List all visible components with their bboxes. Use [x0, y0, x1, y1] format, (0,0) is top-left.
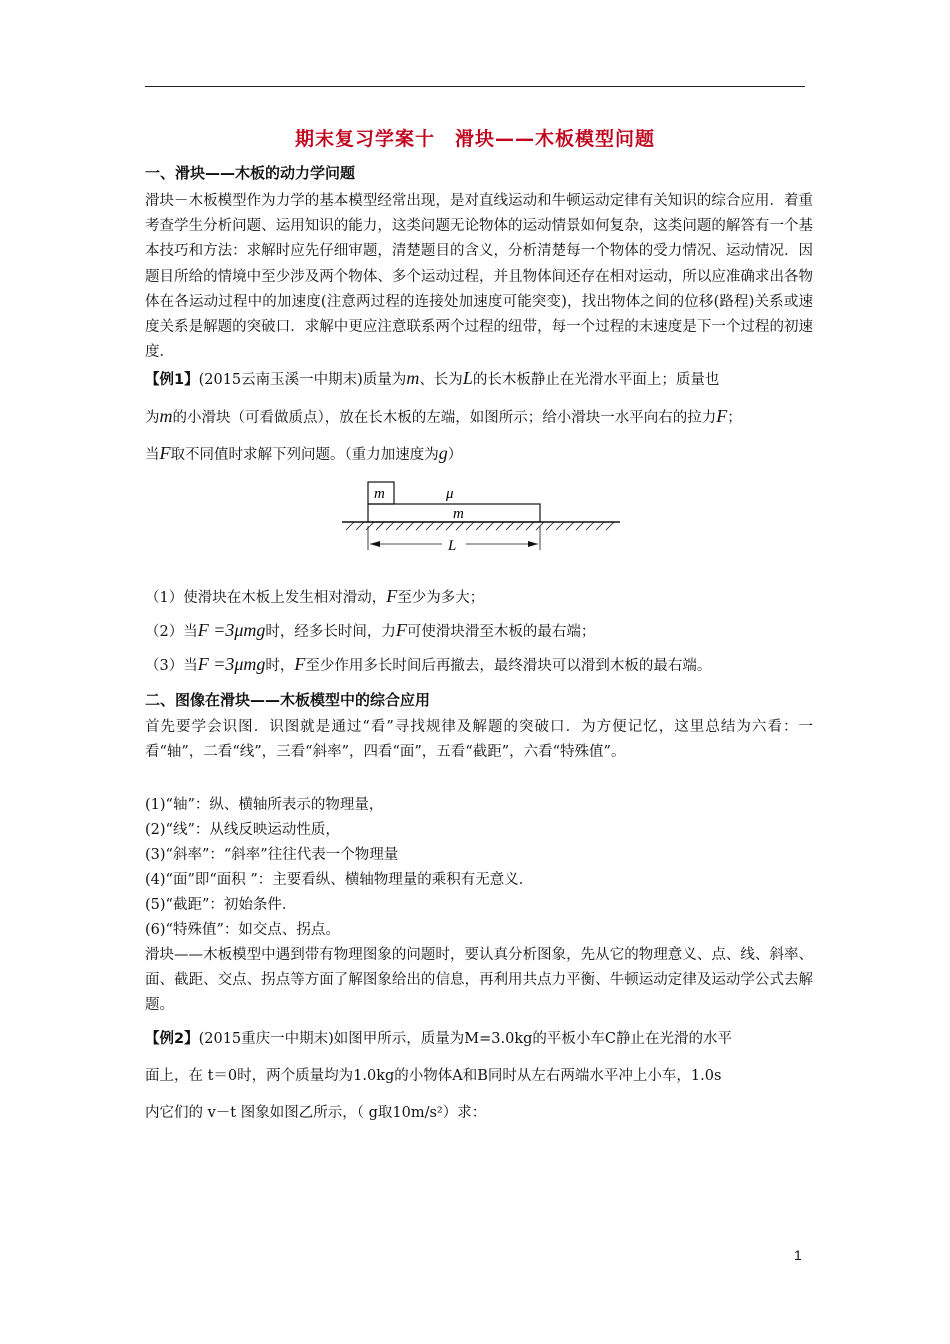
- var-L: L: [462, 368, 473, 388]
- question2: [145, 620, 595, 641]
- question1-text: （1）使滑块在木板上发生相对滑动，: [145, 590, 387, 606]
- equation-F-3mumg: F =3μmg: [197, 654, 266, 674]
- example2-text: (2015重庆一中期末)如图甲所示，质量为M=3.0kg的平板小车C静止在光滑的水平: [198, 1031, 733, 1047]
- example1-label: 【例1】: [145, 372, 199, 388]
- wooden-board-label: m: [453, 506, 464, 522]
- example1-text: ；: [727, 410, 742, 426]
- list-item: (1)“轴”：纵、横轴所表示的物理量，: [145, 797, 384, 813]
- page-number: 1: [794, 1247, 802, 1263]
- var-g: g: [438, 443, 448, 463]
- example1-text: 为: [145, 410, 160, 426]
- length-label: L: [448, 538, 457, 554]
- var-F: F: [395, 620, 407, 640]
- page-title: 期末复习学案十 滑块——木板模型问题: [294, 128, 655, 150]
- question1: [145, 586, 484, 607]
- example1-line1: [145, 368, 719, 389]
- var-F: F: [159, 443, 171, 463]
- section2-paragraph2: 滑块——木板模型中遇到带有物理图象的问题时，要认真分析图象，先从它的物理意义、点、线、斜率、面、截距、交点、拐点等方面了解图象给出的信息，再利用共点力平衡、牛顿运动定律及运动学公式去解题。: [145, 947, 813, 1014]
- section1-heading: 一、滑块——木板的动力学问题: [145, 164, 356, 182]
- list-item: (2)“线”：从线反映运动性质，: [145, 822, 340, 838]
- list-item: (3)“斜率”：“斜率”往往代表一个物理量: [145, 847, 399, 863]
- equation-F-3mumg: F =3μmg: [197, 620, 266, 640]
- example2-line1: [145, 1027, 732, 1048]
- section2-paragraph: 首先要学会识图．识图就是通过“看”寻找规律及解题的突破口．为方便记忆，这里总结为六看：一看“轴”，二看“线”，三看“斜率”，四看“面”，五看“截距”，六看“特殊值”。: [145, 719, 813, 761]
- example2-label: 【例2】: [145, 1031, 199, 1047]
- section2-heading: 二、图像在滑块——木板模型中的综合应用: [145, 691, 431, 709]
- list-item: (6)“特殊值”：如交点、拐点。: [145, 922, 340, 938]
- example1-text: ）: [447, 447, 463, 463]
- block-board-figure: [336, 476, 626, 556]
- example1-text: 当: [145, 447, 160, 463]
- ground-hatching: [346, 522, 614, 530]
- example2-line3: 内它们的 v－t 图象如图乙所示，（ g取10m/s²）求：: [145, 1105, 487, 1121]
- var-F: F: [716, 406, 728, 426]
- question2-text: （2）当: [145, 624, 198, 640]
- arrow-left-icon: [370, 541, 380, 547]
- question3-text: 至少作用多长时间后再撤去，最终滑块可以滑到木板的最右端。: [305, 658, 712, 674]
- example1-text: 取不同值时求解下列问题。（重力加速度为: [170, 447, 439, 463]
- var-F: F: [294, 654, 306, 674]
- arrow-right-icon: [528, 541, 538, 547]
- friction-coefficient-label: μ: [446, 486, 454, 502]
- question2-text: 时，经多长时间，力: [265, 624, 396, 640]
- question3-text: 时，: [265, 658, 295, 674]
- example1-text: 的长木板静止在光滑水平面上；质量也: [472, 372, 720, 388]
- example1-text: 质量为: [362, 372, 407, 388]
- example1-line3: [145, 443, 462, 464]
- header-rule: [145, 86, 805, 87]
- slider-block-label: m: [374, 486, 385, 502]
- example1-source: (2015云南玉溪一中期末): [198, 372, 363, 388]
- question3: [145, 654, 711, 675]
- var-F: F: [386, 586, 398, 606]
- section1-paragraph: 滑块－木板模型作为力学的基本模型经常出现，是对直线运动和牛顿运动定律有关知识的综合应用．着重考查学生分析问题、运用知识的能力，这类问题无论物体的运动情景如何复杂，这类问题的解答有一个基本技巧和方法：求解时应先仔细审题，清楚题目的含义，分析清楚每一个物体的受力情况、运动情况．因题目所给的情境中至少涉及两个物体、多个运动过程，并且物体间还存在相对运动，所以应准确求出各物体在各运动过程中的加速度(注意两过程的连接处加速度可能突变)，找出物体之间的位移(路程)关系或速度关系是解题的突破口．求解中更应注意联系两个过程的纽带，每一个过程的末速度是下一个过程的初速度．: [145, 193, 813, 361]
- list-item: (4)“面”即“面积 ”：主要看纵、横轴物理量的乘积有无意义．: [145, 872, 534, 888]
- var-m: m: [406, 368, 420, 388]
- question2-text: 可使滑块滑至木板的最右端；: [406, 624, 596, 640]
- example2-line2: 面上，在 t＝0时，两个质量均为1.0kg的小物体A和B同时从左右两端水平冲上小车，1.0s: [145, 1068, 722, 1084]
- example1-line2: [145, 406, 742, 427]
- var-m: m: [159, 406, 173, 426]
- question1-text: 至少为多大；: [397, 590, 485, 606]
- list-item: (5)“截距”：初始条件．: [145, 897, 297, 913]
- question3-text: （3）当: [145, 658, 198, 674]
- example1-text: 的小滑块（可看做质点），放在长木板的左端，如图所示；给小滑块一水平向右的拉力: [172, 410, 717, 426]
- example1-text: 、长为: [419, 372, 463, 388]
